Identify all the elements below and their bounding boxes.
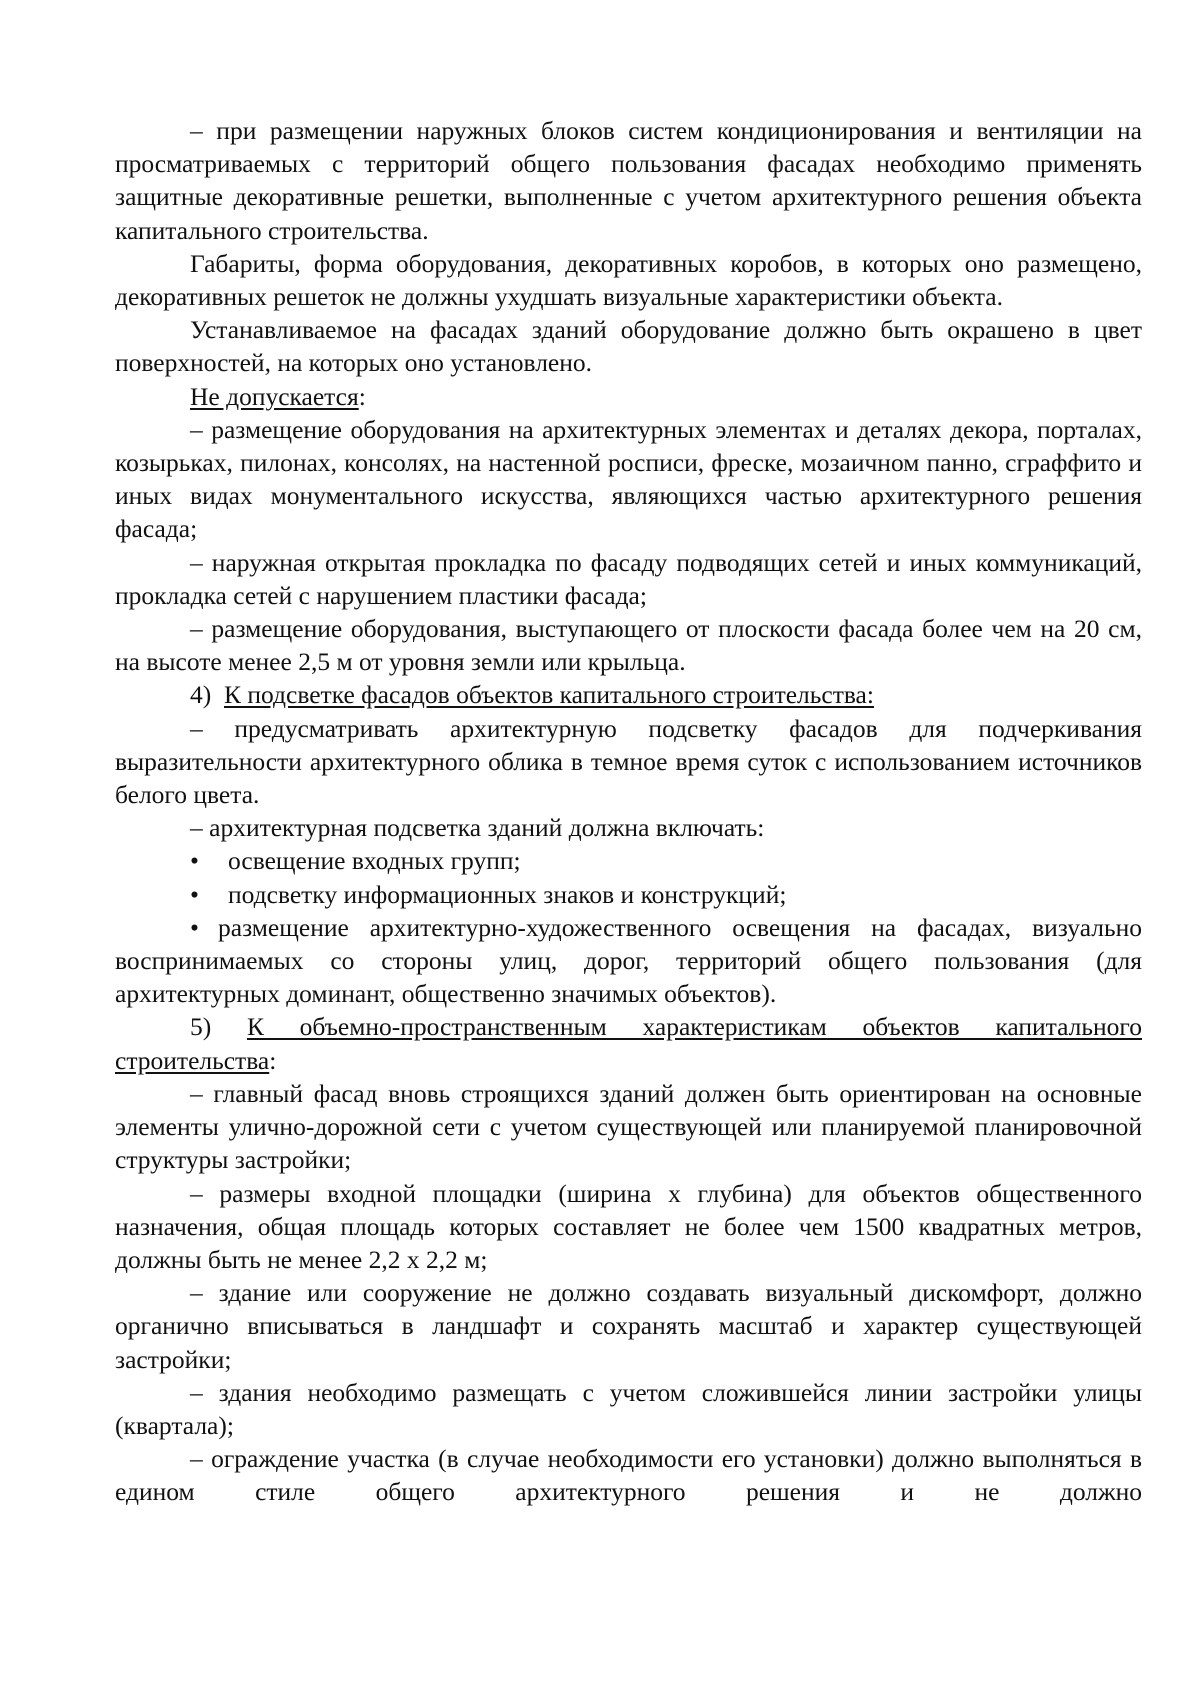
paragraph: – ограждение участка (в случае необходимости его установки) должно выполняться в едином стиле общего архитектурного решения и не должно (115, 1444, 1142, 1507)
bullet-item (115, 878, 1142, 911)
section-number: 4) (190, 680, 212, 710)
section-heading-4 (115, 678, 1142, 711)
paragraph: – архитектурная подсветка зданий должна включать: (190, 813, 765, 843)
section-label-not-allowed (115, 380, 1142, 413)
bullet-item (115, 844, 1142, 877)
bullet-text: размещение архитектурно-художественного освещения на фасадах, визуально воспринимаемых со стороны улиц, дорог, территорий общего пользования (для архитектурных доминант, общественно значимых объектов). (115, 912, 1142, 1009)
paragraph: – размещение оборудования на архитектурных элементах и деталях декора, порталах, козырьках, пилонах, консолях, на настенной росписи, фреске, мозаичном панно, сграффито и иных видах монументального искусства, являющихся частью архитектурного решения фасада; (115, 414, 1142, 544)
section-title: К подсветке фасадов объектов капитального строительства: (224, 680, 874, 710)
paragraph: – при размещении наружных блоков систем кондиционирования и вентиляции на просматриваемых с территорий общего пользования фасадах необходимо применять защитные декоративные решетки, выполненные с учетом архитектурного решения объекта капитального строительства. (115, 116, 1142, 245)
paragraph: – наружная открытая прокладка по фасаду подводящих сетей и иных коммуникаций, прокладка сетей с нарушением пластики фасада; (115, 547, 1142, 610)
bullet-text: подсветку информационных знаков и конструкций; (228, 879, 787, 909)
paragraph: – здание или сооружение не должно создавать визуальный дискомфорт, должно органично вписываться в ландшафт и сохранять масштаб и характер существующей застройки; (115, 1278, 1142, 1374)
section-heading-5 (115, 1010, 1142, 1076)
paragraph: – предусматривать архитектурную подсветку фасадов для подчеркивания выразительности архитектурного облика в темное время суток с использованием источников белого цвета. (115, 713, 1142, 810)
section-colon: : (269, 1045, 277, 1075)
bullet-icon: • (190, 846, 199, 876)
paragraph: Габариты, форма оборудования, декоративных коробов, в которых оно размещено, декоративных решеток не должны ухудшать визуальные характеристики объекта. (115, 248, 1142, 312)
paragraph: Устанавливаемое на фасадах зданий оборудование должно быть окрашено в цвет поверхностей, на которых оно установлено. (115, 315, 1142, 378)
section-title: К объемно-пространственным характеристикам объектов капитального строительства (115, 1012, 1143, 1075)
paragraph: – размеры входной площадки (ширина х глубина) для объектов общественного назначения, общая площадь которых составляет не более чем 1500 квадратных метров, должны быть не менее 2,2 х 2,2 м; (115, 1178, 1142, 1274)
not-allowed-label: Не допускается (190, 381, 359, 411)
paragraph: – размещение оборудования, выступающего от плоскости фасада более чем на 20 см, на высоте менее 2,5 м от уровня земли или крыльца. (115, 614, 1142, 677)
bullet-icon: • (190, 879, 199, 909)
document-page (115, 114, 1142, 1509)
not-allowed-colon: : (358, 381, 366, 411)
paragraph: – главный фасад вновь строящихся зданий должен быть ориентирован на основные элементы улично-дорожной сети с учетом существующей или планируемой планировочной структуры застройки; (115, 1078, 1142, 1175)
section-number: 5) (190, 1012, 212, 1042)
bullet-icon: • (190, 912, 199, 942)
bullet-item (115, 911, 1142, 1011)
paragraph: – здания необходимо размещать с учетом сложившейся линии застройки улицы (квартала); (115, 1377, 1142, 1440)
bullet-text: освещение входных групп; (228, 846, 521, 876)
